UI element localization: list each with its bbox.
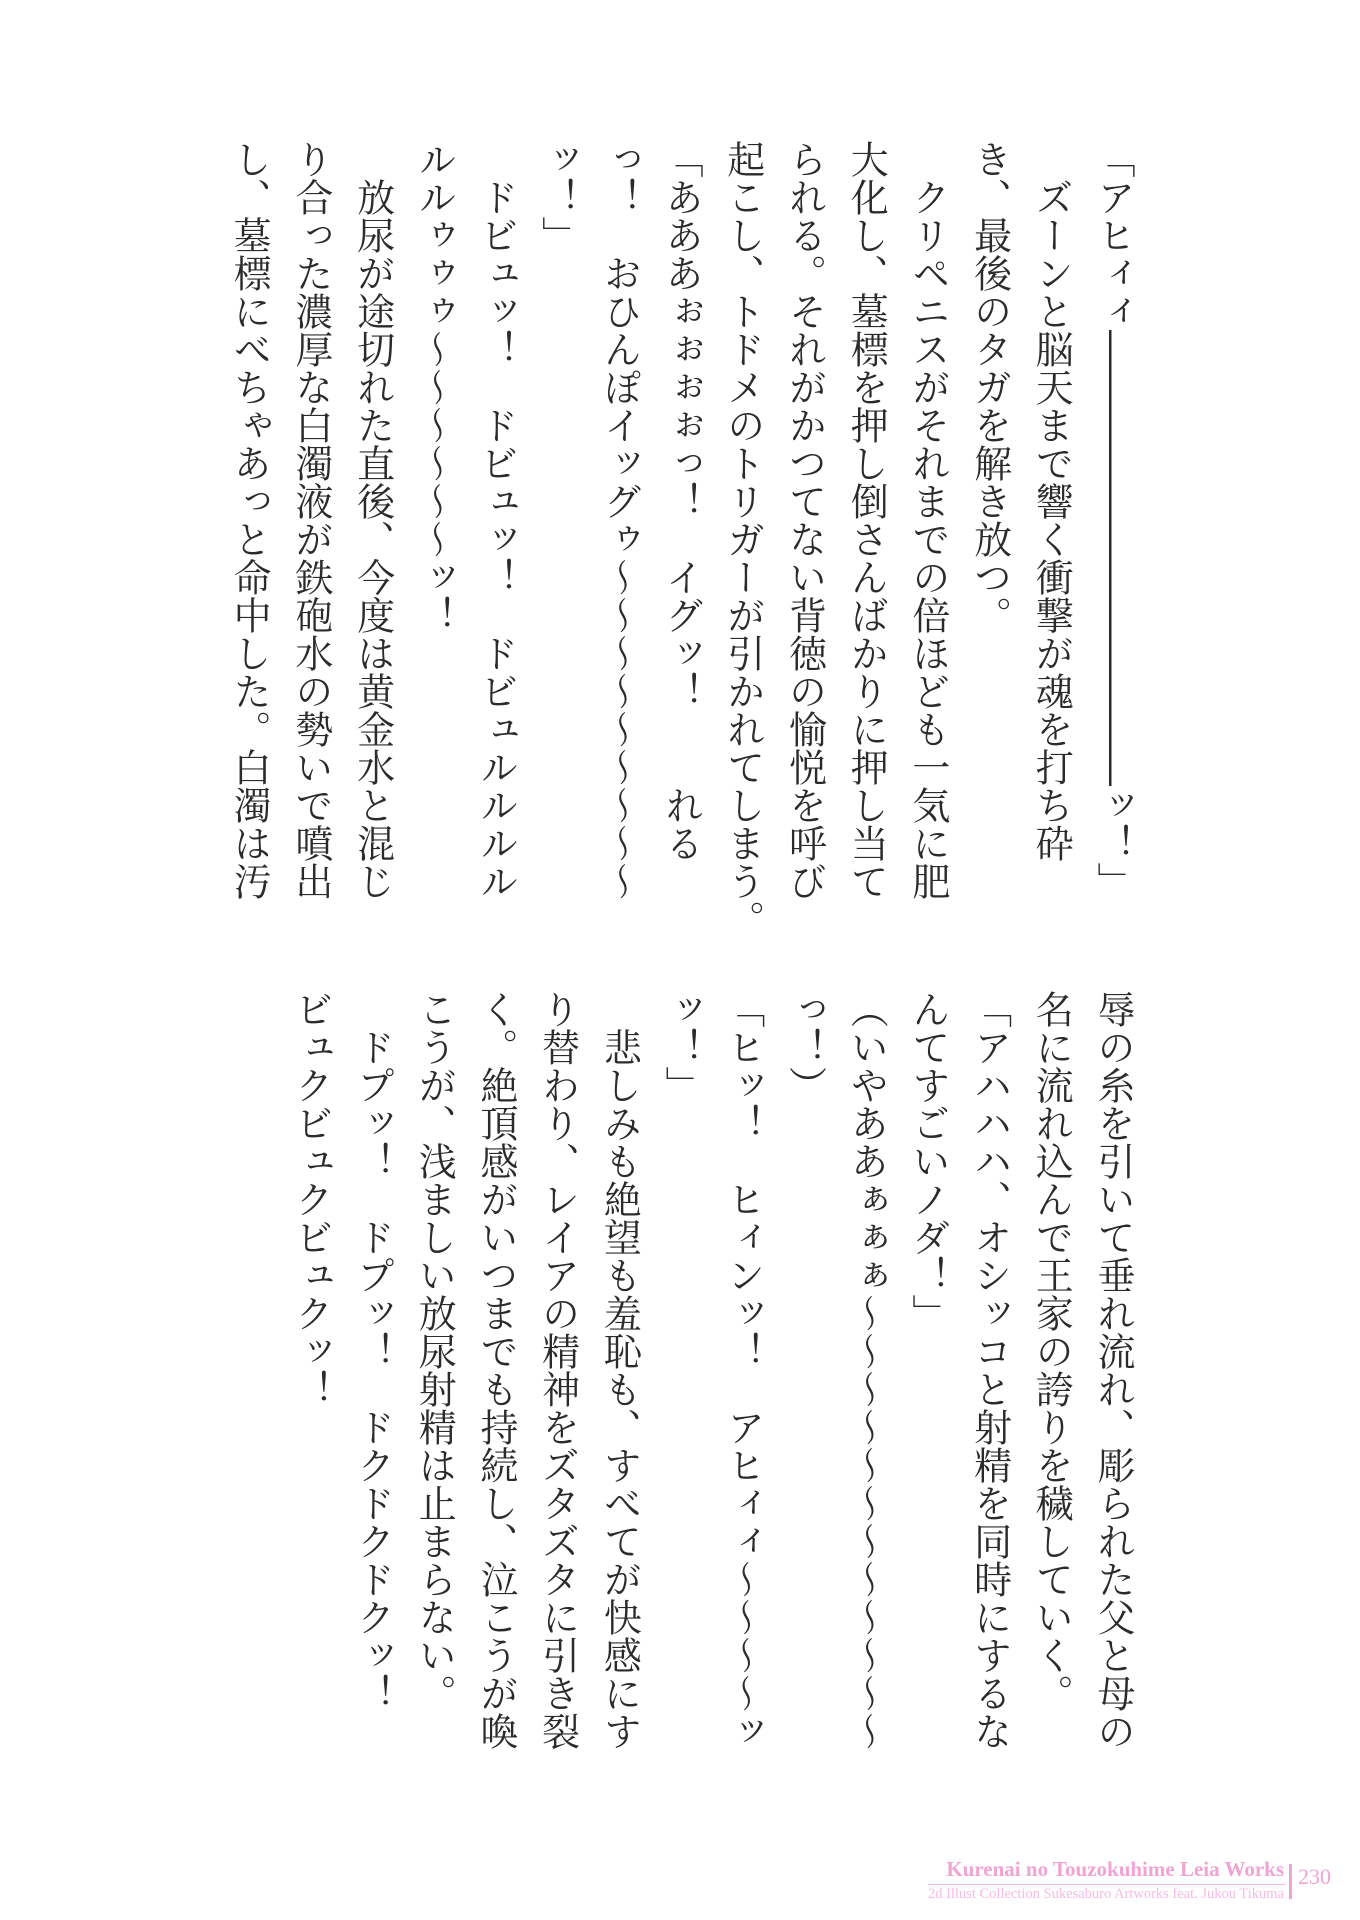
text-line: られる。それがかつてない背徳の愉悦を呼び xyxy=(782,140,827,900)
text-line: っ！ おひんぽイッグゥ〜〜〜〜〜〜〜〜〜 xyxy=(597,140,642,900)
text-line: 放尿が途切れた直後、今度は黄金水と混じ xyxy=(350,140,395,900)
text-line: し、墓標にべちゃあっと命中した。白濁は汚 xyxy=(227,140,272,900)
page-number: 230 xyxy=(1298,1864,1331,1889)
text-line: 起こし、トドメのトリガーが引かれてしまう。 xyxy=(720,140,765,938)
text-line: 「あああぉぉぉぉっ！ イグッ！ れる xyxy=(659,140,704,862)
footer-book-title: Kurenai no Touzokuhime Leia Works xyxy=(946,1857,1284,1881)
text-line: 「ヒッ！ ヒィンッ！ アヒィィ〜〜〜〜ッ xyxy=(720,990,765,1750)
footer-subtitle: 2d Illust Collection Sukesaburo Artworks feat. Jukou Tikuma xyxy=(927,1886,1284,1902)
text-line: ドビュッ！ ドビュッ！ ドビュルルルル xyxy=(473,140,518,900)
footer-divider xyxy=(928,1884,1285,1885)
text-line: こうが、浅ましい放尿射精は止まらない。 xyxy=(412,990,457,1712)
text-line: っ！） xyxy=(782,990,827,1104)
text-line: ズーンと脳天まで響く衝撃が魂を打ち砕 xyxy=(1029,140,1074,862)
text-line: 「アヒィィ――――――――――――ッ！」 xyxy=(1091,140,1135,900)
text-line: ルルゥゥゥ〜〜〜〜〜〜ッ！ xyxy=(412,140,457,634)
text-line: んてすごいノダ！」 xyxy=(905,990,950,1332)
text-line: 辱の糸を引いて垂れ流れ、彫られた父と母の xyxy=(1091,990,1135,1750)
text-line: クリペニスがそれまでの倍ほども一気に肥 xyxy=(905,140,950,900)
text-line: ッ！」 xyxy=(535,140,580,254)
text-line: き、最後のタガを解き放つ。 xyxy=(967,140,1012,634)
text-line: 大化し、墓標を押し倒さんばかりに押し当て xyxy=(844,140,889,900)
text-line: ドプッ！ ドプッ！ ドクドクドクッ！ xyxy=(350,990,395,1712)
text-line: 「アハハハ、オシッコと射精を同時にするな xyxy=(967,990,1012,1750)
text-line: く。絶頂感がいつまでも持続し、泣こうが喚 xyxy=(473,990,518,1750)
text-line: り合った濃厚な白濁液が鉄砲水の勢いで噴出 xyxy=(288,140,333,900)
text-line: 悲しみも絶望も羞恥も、すべてが快感にす xyxy=(597,990,642,1750)
text-block-upper xyxy=(217,140,1143,938)
footer-vertical-bar xyxy=(1289,1864,1292,1899)
text-line: （いやああぁぁぁ〜〜〜〜〜〜〜〜〜〜〜〜 xyxy=(844,990,889,1750)
text-line: 名に流れ込んで王家の誇りを穢していく。 xyxy=(1029,990,1074,1712)
text-line: ッ！」 xyxy=(659,990,704,1104)
text-line: ビュクビュクビュクッ！ xyxy=(288,990,333,1408)
text-line: り替わり、レイアの精神をズタズタに引き裂 xyxy=(535,990,580,1750)
text-block-lower xyxy=(279,990,1143,1760)
